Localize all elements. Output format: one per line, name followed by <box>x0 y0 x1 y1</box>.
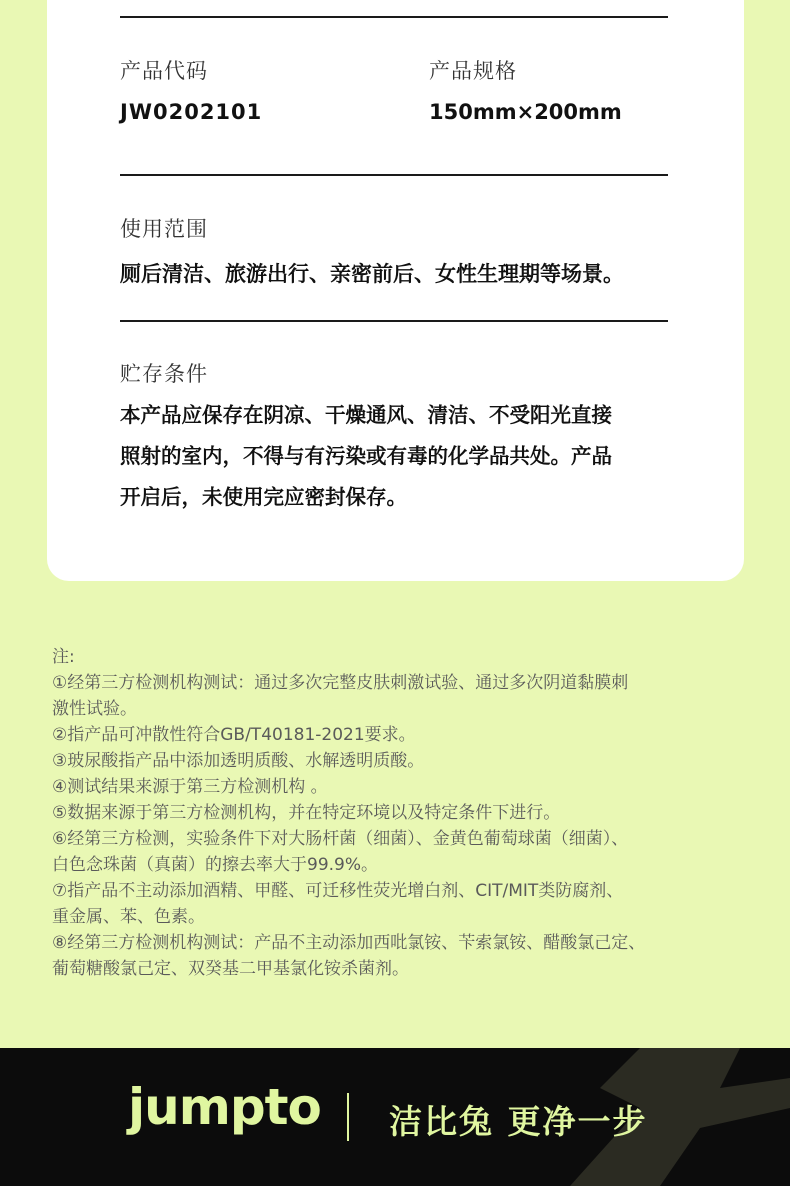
storage-line: 照射的室内，不得与有污染或有毒的化学品共处。产品 <box>120 444 612 468</box>
notes-title: 注: <box>52 647 75 667</box>
note-line: 葡萄糖酸氯己定、双癸基二甲基氯化铵杀菌剂。 <box>52 959 409 979</box>
product-code-label: 产品代码 <box>120 59 208 83</box>
storage-line: 开启后，未使用完应密封保存。 <box>120 485 407 509</box>
note-line: ①经第三方检测机构测试：通过多次完整皮肤刺激试验、通过多次阴道黏膜刺 <box>52 673 629 693</box>
note-line: ②指产品可冲散性符合GB/T40181-2021要求。 <box>52 725 416 745</box>
divider-line <box>120 174 668 176</box>
note-line: 激性试验。 <box>52 699 137 719</box>
product-spec-label: 产品规格 <box>429 59 517 83</box>
footer-divider <box>347 1093 349 1141</box>
storage-line: 本产品应保存在阴凉、干燥通风、清洁、不受阳光直接 <box>120 403 612 427</box>
divider-line <box>120 320 668 322</box>
note-line: ③玻尿酸指产品中添加透明质酸、水解透明质酸。 <box>52 751 425 771</box>
usage-value: 厕后清洁、旅游出行、亲密前后、女性生理期等场景。 <box>120 262 624 286</box>
brand-logo: jumpto <box>128 1078 321 1136</box>
note-line: ④测试结果来源于第三方检测机构 。 <box>52 777 328 797</box>
product-code-value: JW0202101 <box>120 100 263 124</box>
note-line: 白色念珠菌（真菌）的擦去率大于99.9%。 <box>52 855 379 875</box>
footnotes <box>52 644 752 982</box>
brand-slogan: 洁比兔 更净一步 <box>389 1102 648 1141</box>
note-line: 重金属、苯、色素。 <box>52 907 205 927</box>
note-line: ⑥经第三方检测，实验条件下对大肠杆菌（细菌）、金黄色葡萄球菌（细菌）、 <box>52 829 629 849</box>
product-spec-value: 150mm×200mm <box>429 100 622 124</box>
note-line: ⑤数据来源于第三方检测机构，并在特定环境以及特定条件下进行。 <box>52 803 561 823</box>
note-line: ⑦指产品不主动添加酒精、甲醛、可迁移性荧光增白剂、CIT/MIT类防腐剂、 <box>52 881 624 901</box>
storage-label: 贮存条件 <box>120 362 208 386</box>
note-line: ⑧经第三方检测机构测试：产品不主动添加西吡氯铵、苄索氯铵、醋酸氯己定、 <box>52 933 646 953</box>
brand-footer <box>0 1048 790 1186</box>
divider-line <box>120 16 668 18</box>
usage-label: 使用范围 <box>120 217 208 241</box>
storage-text <box>120 395 680 518</box>
